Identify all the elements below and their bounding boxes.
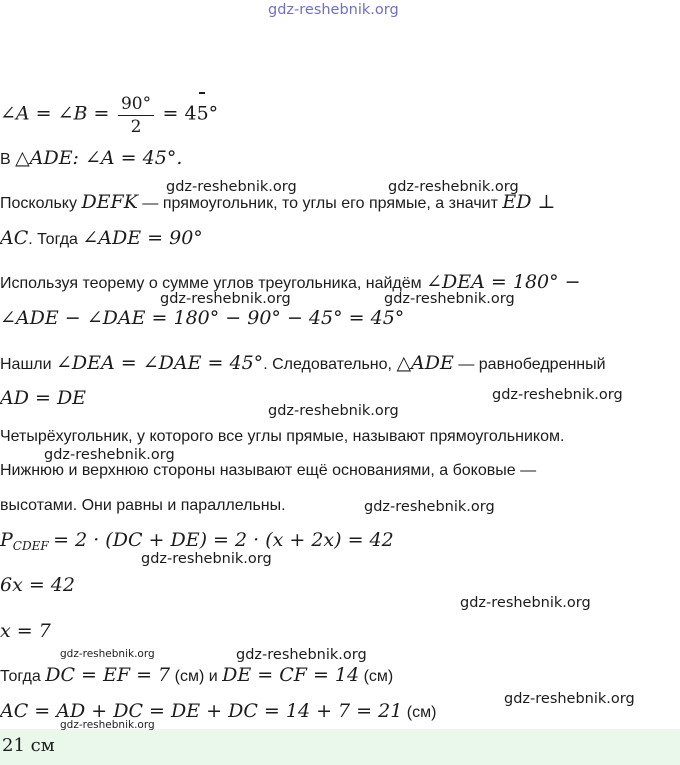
ad-de-line — [0, 387, 86, 409]
then-line — [0, 664, 393, 686]
fraction-numerator: 90° — [118, 94, 154, 116]
then-text: . Тогда — [28, 231, 78, 248]
watermark[interactable]: gdz-reshebnik.org — [268, 403, 399, 419]
defk-math-1: DEFK — [81, 191, 138, 213]
definition-line-1: Четырёхугольник, у которого все углы прямые, называют прямоугольником. — [0, 428, 565, 445]
found-text-1: Нашли — [0, 356, 52, 373]
theorem-cont-line — [0, 307, 404, 329]
found-math-2: △ADE — [396, 352, 454, 374]
then-math-1: DC = EF = 7 — [45, 664, 171, 686]
theorem-text: Используя теорему о сумме углов треугольника, найдём — [0, 275, 422, 292]
defk-text-1: Поскольку — [0, 195, 77, 212]
watermark[interactable]: gdz-reshebnik.org — [160, 291, 291, 307]
angles-formula-right: = 45° — [162, 102, 219, 125]
theorem-math: ∠DEA = 180° − — [426, 271, 581, 293]
then-math-2: DE = CF = 14 — [222, 664, 360, 686]
found-math-1: ∠DEA = ∠DAE = 45° — [56, 352, 264, 374]
watermark[interactable]: gdz-reshebnik.org — [44, 447, 175, 463]
defk-math-2: ED ⊥ — [502, 191, 556, 213]
watermark[interactable]: gdz-reshebnik.org — [492, 387, 623, 403]
found-text-2: . Следовательно, — [263, 356, 392, 373]
definition-line-3: высотами. Они равны и параллельны. — [0, 497, 286, 514]
perimeter-line — [0, 529, 394, 553]
watermark[interactable]: gdz-reshebnik.org — [166, 179, 297, 195]
watermark[interactable]: gdz-reshebnik.org — [60, 719, 155, 731]
ac-then-line — [0, 227, 203, 249]
prefix-text: В — [0, 151, 11, 168]
perimeter-math: = 2 · (DC + DE) = 2 · (x + 2x) = 42 — [53, 529, 394, 551]
watermark[interactable]: gdz-reshebnik.org — [384, 291, 515, 307]
then-text-1: Тогда — [0, 668, 41, 685]
theorem-line — [0, 271, 581, 293]
watermark[interactable]: gdz-reshebnik.org — [60, 648, 155, 660]
then-text-3: (см) — [363, 668, 394, 685]
watermark[interactable]: gdz-reshebnik.org — [236, 647, 367, 663]
theorem-cont-math: ∠ADE − ∠DAE = 180° − 90° − 45° = 45° — [0, 307, 405, 329]
triangle-ade-line — [0, 147, 182, 169]
definition-line-2: Нижнюю и верхнюю стороны называют ещё основаниями, а боковые — — [0, 462, 537, 479]
angles-formula — [0, 94, 218, 137]
angles-formula-left: ∠A = ∠B = — [0, 102, 110, 125]
found-line — [0, 352, 606, 374]
ac-sum-unit: (см) — [406, 704, 437, 721]
watermark[interactable]: gdz-reshebnik.org — [460, 595, 591, 611]
watermark-top[interactable]: gdz-reshebnik.org — [268, 2, 399, 18]
ac-math: AC — [0, 227, 29, 249]
equation-1: 6x = 42 — [0, 574, 75, 596]
fraction-denominator: 2 — [130, 117, 142, 137]
perimeter-symbol: P — [0, 529, 13, 551]
answer-text: 21 см — [2, 735, 55, 756]
triangle-ade-math: △ADE: ∠A = 45°. — [15, 147, 183, 169]
defk-text-2: — прямоугольник, то углы его прямые, а значит — [142, 195, 498, 212]
ade-angle-math: ∠ADE = 90° — [82, 227, 203, 249]
equation-2: x = 7 — [0, 620, 51, 642]
fraction — [118, 94, 154, 137]
perimeter-subscript: CDEF — [12, 539, 49, 554]
ac-sum-math: AC = AD + DC = DE + DC = 14 + 7 = 21 — [0, 700, 403, 722]
watermark[interactable]: gdz-reshebnik.org — [141, 551, 272, 567]
answer-box — [0, 729, 680, 765]
ad-de-math: AD = DE — [0, 387, 87, 409]
found-text-3: — равнобедренный — [458, 356, 606, 373]
then-text-2: (см) и — [174, 668, 218, 685]
watermark[interactable]: gdz-reshebnik.org — [504, 691, 635, 707]
watermark[interactable]: gdz-reshebnik.org — [364, 499, 495, 515]
watermark[interactable]: gdz-reshebnik.org — [388, 179, 519, 195]
